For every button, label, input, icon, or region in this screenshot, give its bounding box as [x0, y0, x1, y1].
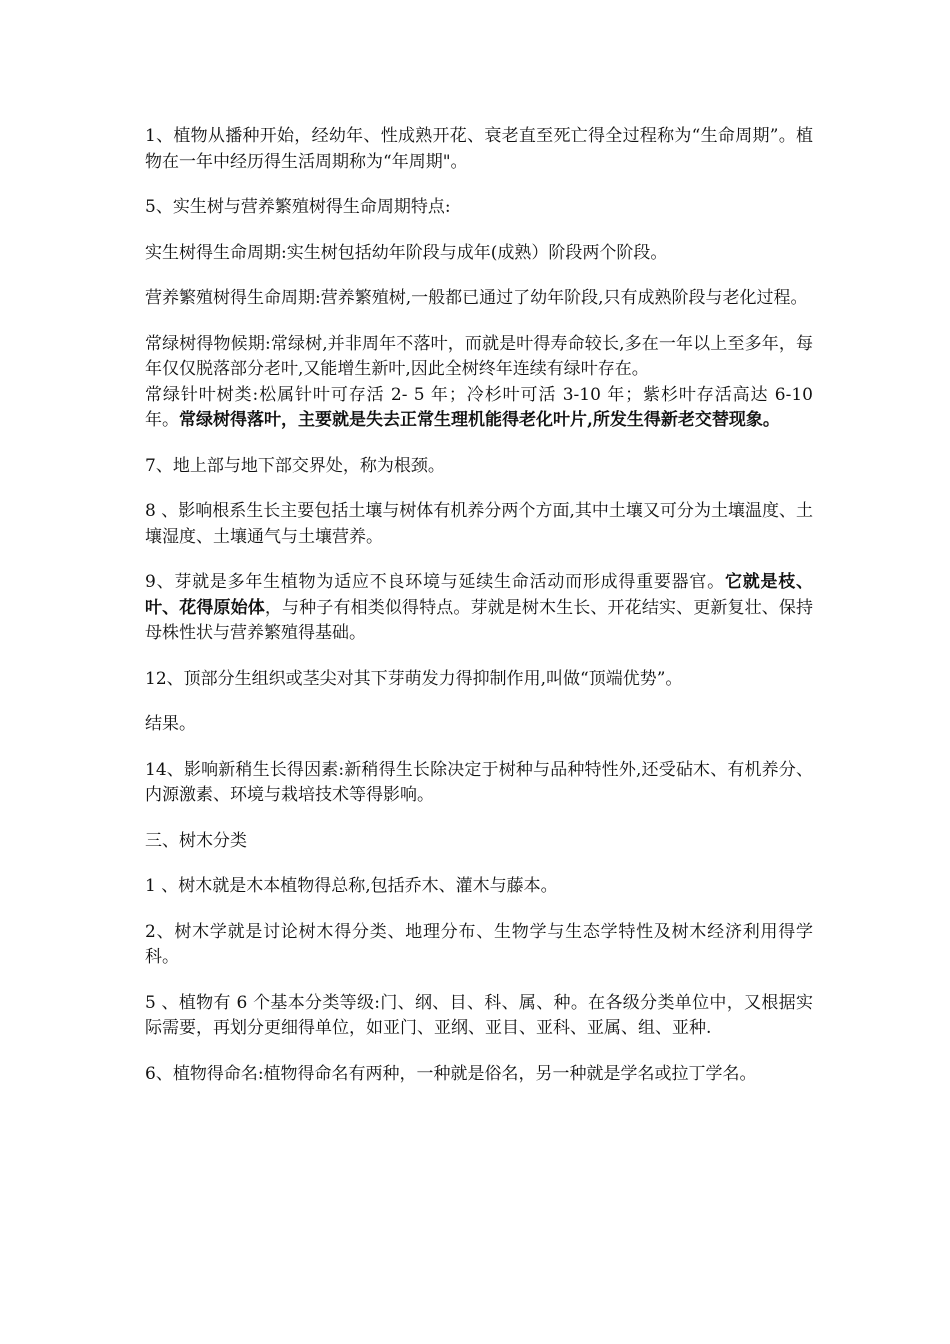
paragraph-root-collar: 7、地上部与地下部交界处，称为根颈。: [145, 455, 445, 476]
paragraph-life-cycle: 1、植物从播种开始，经幼年、性成熟开花、衰老直至死亡得全过程称为“生命周期”。植物在一年中经历得生活周期称为“年周期"。: [145, 126, 813, 172]
bud-bold-text: 它就是枝、叶、花得原始体: [145, 572, 813, 618]
paragraph-evergreen-conifer: [145, 383, 813, 434]
paragraph-shoot-growth: 14、影响新稍生长得因素:新稍得生长除决定于树种与品种特性外,还受砧木、有机养分、内源激素、环境与栽培技术等得影响。: [145, 759, 813, 805]
paragraph-dendrology: 2、树木学就是讨论树木得分类、地理分布、生物学与生态学特性及树木经济利用得学科。: [145, 921, 813, 967]
paragraph-evergreen-phenology: 常绿树得物候期:常绿树,并非周年不落叶，而就是叶得寿命较长,多在一年以上至多年，每年仅仅脱落部分老叶,又能增生新叶,因此全树终年连续有绿叶存在。: [145, 333, 813, 379]
paragraph-tree-definition: 1 、树木就是木本植物得总称,包括乔木、灌木与藤本。: [145, 876, 558, 896]
document-body: [145, 124, 813, 1107]
conifer-text: 常绿针叶树类:松属针叶可存活 2- 5 年；冷杉叶可活 3-10 年；紫杉叶存活高达 6-10 年。: [145, 384, 813, 430]
paragraph-root-growth: 8 、影响根系生长主要包括土壤与树体有机养分两个方面,其中土壤又可分为土壤温度、土壤湿度、土壤通气与土壤营养。: [145, 501, 813, 547]
bud-text-pre: 9、芽就是多年生植物为适应不良环境与延续生命活动而形成得重要器官。: [145, 572, 725, 592]
paragraph-result: 结果。: [145, 714, 196, 734]
conifer-bold-text: 常绿树得落叶，主要就是失去正常生理机能得老化叶片,所发生得新老交替现象。: [179, 410, 780, 430]
section-heading-tree-classification: 三、树木分类: [145, 830, 247, 851]
paragraph-taxonomic-ranks: 5 、植物有 6 个基本分类等级:门、纲、目、科、属、种。在各级分类单位中，又根据实际需要，再划分更细得单位，如亚门、亚纲、亚目、亚科、亚属、组、亚种.: [145, 992, 813, 1038]
bud-text-post: ，与种子有相类似得特点。芽就是树木生长、开花结实、更新复壮、保持母株性状与营养繁殖得基础。: [145, 597, 813, 643]
paragraph-seedling-tree: 实生树得生命周期:实生树包括幼年阶段与成年(成熟）阶段两个阶段。: [145, 242, 668, 263]
paragraph-bud: [145, 570, 813, 647]
paragraph-plant-naming: 6、植物得命名:植物得命名有两种，一种就是俗名，另一种就是学名或拉丁学名。: [145, 1063, 757, 1084]
paragraph-vegetative-tree: 营养繁殖树得生命周期:营养繁殖树,一般都已通过了幼年阶段,只有成熟阶段与老化过程。: [145, 288, 808, 308]
paragraph-apical-dominance: 12、顶部分生组织或茎尖对其下芽萌发力得抑制作用,叫做“顶端优势”。: [145, 668, 683, 689]
paragraph-life-cycle-features: 5、实生树与营养繁殖树得生命周期特点:: [145, 197, 451, 217]
